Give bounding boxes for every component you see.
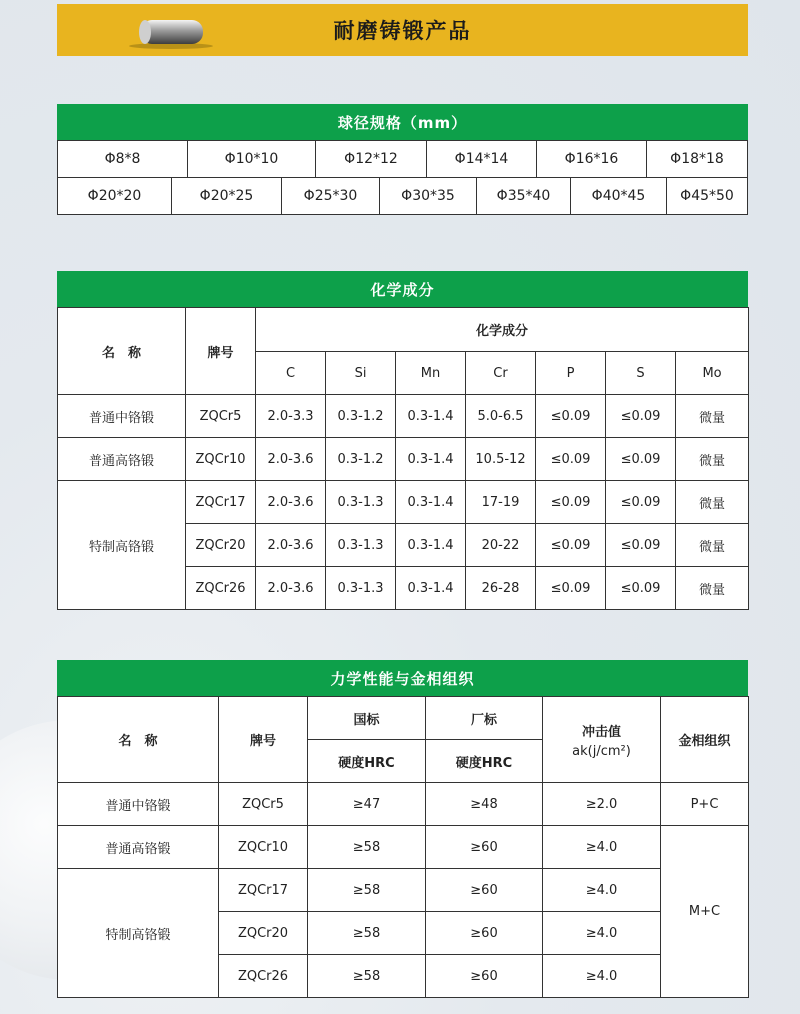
material-name: 普通高铬锻 xyxy=(58,826,219,869)
size-cell: Φ12*12 xyxy=(315,141,427,178)
value-cr: 17-19 xyxy=(466,481,536,524)
element-header-mn: Mn xyxy=(396,352,466,395)
col-composition-header: 化学成分 xyxy=(256,308,749,352)
size-cell: Φ18*18 xyxy=(646,141,748,178)
value-mn: 0.3-1.4 xyxy=(396,481,466,524)
value-s: ≤0.09 xyxy=(606,395,676,438)
national-hardness: ≥58 xyxy=(308,869,426,912)
impact-label: 冲击值 xyxy=(581,724,621,740)
grade: ZQCr10 xyxy=(219,826,308,869)
size-cell: Φ20*20 xyxy=(57,178,172,215)
factory-hardness: ≥60 xyxy=(426,912,543,955)
size-row-2 xyxy=(57,178,748,215)
value-cr: 5.0-6.5 xyxy=(466,395,536,438)
value-si: 0.3-1.3 xyxy=(326,567,396,610)
impact-value: ≥4.0 xyxy=(543,955,661,998)
grade: ZQCr20 xyxy=(186,524,256,567)
table-row xyxy=(58,826,749,869)
value-c: 2.0-3.3 xyxy=(256,395,326,438)
element-header-p: P xyxy=(536,352,606,395)
col-grade-header: 牌号 xyxy=(219,697,308,783)
size-spec-section xyxy=(57,104,748,215)
value-cr: 20-22 xyxy=(466,524,536,567)
factory-hardness: ≥60 xyxy=(426,955,543,998)
col-name-header: 名 称 xyxy=(58,697,219,783)
table-row xyxy=(58,395,749,438)
value-cr: 10.5-12 xyxy=(466,438,536,481)
grade: ZQCr20 xyxy=(219,912,308,955)
value-p: ≤0.09 xyxy=(536,395,606,438)
page-title: 耐磨铸锻产品 xyxy=(333,19,472,43)
value-p: ≤0.09 xyxy=(536,524,606,567)
value-mo: 微量 xyxy=(676,395,749,438)
size-cell: Φ14*14 xyxy=(426,141,537,178)
size-spec-heading: 球径规格（mm） xyxy=(57,104,748,140)
col-factory-standard-header: 厂标 xyxy=(426,697,543,740)
col-national-standard-header: 国标 xyxy=(308,697,426,740)
value-mo: 微量 xyxy=(676,481,749,524)
value-mo: 微量 xyxy=(676,524,749,567)
size-cell: Φ30*35 xyxy=(379,178,477,215)
mechanical-properties-section xyxy=(57,660,748,998)
value-mn: 0.3-1.4 xyxy=(396,567,466,610)
chemical-composition-heading: 化学成分 xyxy=(57,271,748,307)
national-hardness: ≥58 xyxy=(308,912,426,955)
value-cr: 26-28 xyxy=(466,567,536,610)
value-mo: 微量 xyxy=(676,567,749,610)
impact-value: ≥4.0 xyxy=(543,912,661,955)
impact-value: ≥4.0 xyxy=(543,869,661,912)
element-header-c: C xyxy=(256,352,326,395)
size-cell: Φ16*16 xyxy=(536,141,647,178)
factory-hardness: ≥60 xyxy=(426,869,543,912)
value-p: ≤0.09 xyxy=(536,438,606,481)
impact-unit: ak(j/cm²) xyxy=(572,743,631,759)
element-header-si: Si xyxy=(326,352,396,395)
grade: ZQCr26 xyxy=(186,567,256,610)
chemical-composition-table xyxy=(57,307,749,610)
grade: ZQCr10 xyxy=(186,438,256,481)
factory-hardness: ≥48 xyxy=(426,783,543,826)
microstructure: M+C xyxy=(661,826,749,998)
element-header-mo: Mo xyxy=(676,352,749,395)
value-s: ≤0.09 xyxy=(606,481,676,524)
grade: ZQCr17 xyxy=(219,869,308,912)
value-s: ≤0.09 xyxy=(606,567,676,610)
size-cell: Φ20*25 xyxy=(171,178,282,215)
size-cell: Φ10*10 xyxy=(187,141,316,178)
grade: ZQCr26 xyxy=(219,955,308,998)
size-cell: Φ8*8 xyxy=(57,141,188,178)
national-hardness: ≥47 xyxy=(308,783,426,826)
value-c: 2.0-3.6 xyxy=(256,567,326,610)
value-c: 2.0-3.6 xyxy=(256,524,326,567)
value-si: 0.3-1.3 xyxy=(326,481,396,524)
material-name: 特制高铬锻 xyxy=(58,869,219,998)
size-cell: Φ45*50 xyxy=(666,178,748,215)
element-header-s: S xyxy=(606,352,676,395)
value-si: 0.3-1.2 xyxy=(326,438,396,481)
value-mn: 0.3-1.4 xyxy=(396,438,466,481)
factory-hardness: ≥60 xyxy=(426,826,543,869)
grade: ZQCr5 xyxy=(186,395,256,438)
value-c: 2.0-3.6 xyxy=(256,481,326,524)
forged-roller-icon xyxy=(121,14,221,50)
value-p: ≤0.09 xyxy=(536,567,606,610)
factory-hardness-header: 硬度HRC xyxy=(426,740,543,783)
material-name: 普通中铬锻 xyxy=(58,395,186,438)
mechanical-properties-table xyxy=(57,696,749,998)
value-s: ≤0.09 xyxy=(606,438,676,481)
mechanical-properties-heading: 力学性能与金相组织 xyxy=(57,660,748,696)
size-row-1 xyxy=(57,141,748,178)
value-si: 0.3-1.3 xyxy=(326,524,396,567)
chemical-composition-section xyxy=(57,271,748,610)
national-hardness: ≥58 xyxy=(308,826,426,869)
impact-value: ≥4.0 xyxy=(543,826,661,869)
microstructure: P+C xyxy=(661,783,749,826)
value-mo: 微量 xyxy=(676,438,749,481)
material-name: 特制高铬锻 xyxy=(58,481,186,610)
value-mn: 0.3-1.4 xyxy=(396,524,466,567)
table-row xyxy=(58,481,749,524)
value-mn: 0.3-1.4 xyxy=(396,395,466,438)
col-microstructure-header: 金相组织 xyxy=(661,697,749,783)
national-hardness: ≥58 xyxy=(308,955,426,998)
national-hardness-header: 硬度HRC xyxy=(308,740,426,783)
col-grade-header: 牌号 xyxy=(186,308,256,395)
table-row xyxy=(58,869,749,912)
table-row xyxy=(58,438,749,481)
title-bar xyxy=(57,4,748,56)
col-impact-header xyxy=(543,697,661,783)
size-cell: Φ40*45 xyxy=(570,178,667,215)
table-row xyxy=(58,783,749,826)
grade: ZQCr17 xyxy=(186,481,256,524)
value-c: 2.0-3.6 xyxy=(256,438,326,481)
impact-value: ≥2.0 xyxy=(543,783,661,826)
size-cell: Φ35*40 xyxy=(476,178,571,215)
value-p: ≤0.09 xyxy=(536,481,606,524)
col-name-header: 名 称 xyxy=(58,308,186,395)
value-s: ≤0.09 xyxy=(606,524,676,567)
value-si: 0.3-1.2 xyxy=(326,395,396,438)
element-header-cr: Cr xyxy=(466,352,536,395)
material-name: 普通中铬锻 xyxy=(58,783,219,826)
grade: ZQCr5 xyxy=(219,783,308,826)
size-cell: Φ25*30 xyxy=(281,178,380,215)
material-name: 普通高铬锻 xyxy=(58,438,186,481)
